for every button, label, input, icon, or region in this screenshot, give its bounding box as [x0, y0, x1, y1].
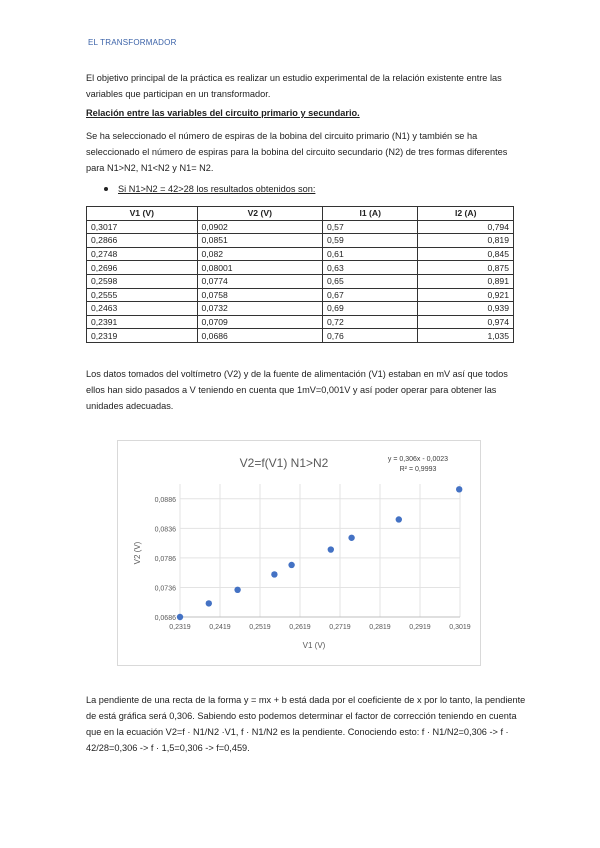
table-cell: 0,0732 — [197, 302, 322, 316]
results-table — [86, 206, 514, 343]
data-point — [234, 587, 240, 593]
y-tick-label: 0,0736 — [154, 585, 176, 593]
trendline-equation: y = 0,306x - 0,0023 — [387, 456, 449, 463]
table-cell: 0,891 — [418, 274, 514, 288]
table-header-row — [87, 207, 514, 221]
y-axis-ticks — [155, 497, 177, 622]
table-cell: 0,69 — [323, 302, 418, 316]
table-cell: 0,2696 — [87, 261, 198, 275]
table-cell: 0,63 — [323, 261, 418, 275]
x-tick-label: 0,3019 — [449, 624, 471, 631]
table-cell: 0,57 — [323, 220, 418, 234]
data-point — [396, 516, 402, 522]
y-tick-label: 0,0886 — [154, 496, 176, 504]
table-cell: 0,819 — [418, 234, 514, 248]
table-cell: 0,2866 — [87, 234, 198, 248]
chart-title: V2=f(V1) N1>N2 — [239, 456, 329, 470]
table-cell: 0,2391 — [87, 315, 198, 329]
chart-grid — [180, 484, 460, 617]
r-squared-label: R² = 0,9993 — [399, 466, 437, 473]
description-paragraph: Se ha seleccionado el número de espiras de la bobina del circuito primario (N1) y también se ha seleccionado el número de espiras para la bobina del circuito secundario (N2) de tres formas diferentes para N1>N2, N1<N2 y N1= N2. — [86, 131, 508, 173]
table-cell: 0,974 — [418, 315, 514, 329]
scatter-chart — [118, 441, 480, 665]
table-header-cell: V1 (V) — [87, 207, 198, 221]
x-tick-label: 0,2419 — [209, 624, 231, 631]
table-row — [87, 315, 514, 329]
table-cell: 0,0774 — [197, 274, 322, 288]
intro-paragraph: El objetivo principal de la práctica es realizar un estudio experimental de la relación existente entre las variables que participan en un transformador. — [86, 73, 502, 99]
table-cell: 0,61 — [323, 247, 418, 261]
table-cell: 0,921 — [418, 288, 514, 302]
table-cell: 0,2748 — [87, 247, 198, 261]
data-point — [348, 535, 354, 541]
y-tick-label: 0,0836 — [154, 526, 176, 534]
x-tick-label: 0,2619 — [289, 624, 311, 631]
table-cell: 0,0758 — [197, 288, 322, 302]
table-cell: 0,0902 — [197, 220, 322, 234]
table-cell: 0,76 — [323, 329, 418, 343]
table-cell: 1,035 — [418, 329, 514, 343]
table-cell: 0,3017 — [87, 220, 198, 234]
table-row — [87, 302, 514, 316]
table-row — [87, 247, 514, 261]
data-point — [456, 486, 462, 492]
data-point — [177, 614, 183, 620]
table-cell: 0,082 — [197, 247, 322, 261]
table-cell: 0,08001 — [197, 261, 322, 275]
table-cell: 0,2555 — [87, 288, 198, 302]
chart-container — [117, 440, 481, 666]
table-cell: 0,0686 — [197, 329, 322, 343]
x-tick-label: 0,2819 — [369, 624, 391, 631]
data-point — [328, 546, 334, 552]
conclusion-paragraph: La pendiente de una recta de la forma y = mx + b está dada por el coeficiente de x por lo tanto, la pendiente de está gráfica será 0,306. Sabiendo esto podemos determinar el factor de corrección teniendo en cuenta que en la ecuación V2=f · N1/N2 ·V1, f · N1/N2 es la pendiente. Conociendo esto: f · N1/N2=0,306 -> f · 42/28=0,306 -> f · 1,5=0,306 -> f=0,459. — [86, 695, 526, 753]
table-cell: 0,939 — [418, 302, 514, 316]
table-cell: 0,65 — [323, 274, 418, 288]
table-cell: 0,72 — [323, 315, 418, 329]
table-row — [87, 261, 514, 275]
table-cell: 0,2463 — [87, 302, 198, 316]
data-point — [271, 571, 277, 577]
table-cell: 0,2598 — [87, 274, 198, 288]
note-paragraph: Los datos tomados del voltímetro (V2) y de la fuente de alimentación (V1) estaban en mV así que todos ellos han sido pasados a V teniendo en cuenta que 1mV=0,001V y así poder operar para obtener las unidades adecuadas. — [86, 369, 508, 411]
y-axis-label: V2 (V) — [133, 541, 142, 565]
table-row — [87, 220, 514, 234]
bullet-item — [104, 184, 315, 194]
x-axis-label: V1 (V) — [302, 641, 326, 650]
y-tick-label: 0,0686 — [154, 615, 176, 622]
y-tick-label: 0,0786 — [154, 555, 176, 563]
table-cell: 0,67 — [323, 288, 418, 302]
table-cell: 0,0851 — [197, 234, 322, 248]
x-tick-label: 0,2519 — [249, 624, 271, 631]
x-axis-ticks — [169, 624, 471, 631]
x-tick-label: 0,2719 — [329, 624, 351, 631]
section-heading: Relación entre las variables del circuito primario y secundario. — [86, 108, 360, 118]
table-header-cell: V2 (V) — [197, 207, 322, 221]
table-row — [87, 274, 514, 288]
table-body — [87, 220, 514, 342]
table-cell: 0,794 — [418, 220, 514, 234]
data-point — [206, 600, 212, 606]
bullet-dot-icon — [104, 187, 108, 191]
bullet-text: Si N1>N2 = 42>28 los resultados obtenidos son: — [118, 184, 316, 194]
data-point — [288, 562, 294, 568]
x-tick-label: 0,2319 — [169, 624, 191, 631]
table-header-cell: I1 (A) — [323, 207, 418, 221]
table-row — [87, 329, 514, 343]
table-cell: 0,845 — [418, 247, 514, 261]
table-row — [87, 234, 514, 248]
x-tick-label: 0,2919 — [409, 624, 431, 631]
table-cell: 0,2319 — [87, 329, 198, 343]
table-row — [87, 288, 514, 302]
table-cell: 0,59 — [323, 234, 418, 248]
table-header-cell: I2 (A) — [418, 207, 514, 221]
page-header: EL TRANSFORMADOR — [88, 38, 177, 47]
table-cell: 0,875 — [418, 261, 514, 275]
table-cell: 0,0709 — [197, 315, 322, 329]
